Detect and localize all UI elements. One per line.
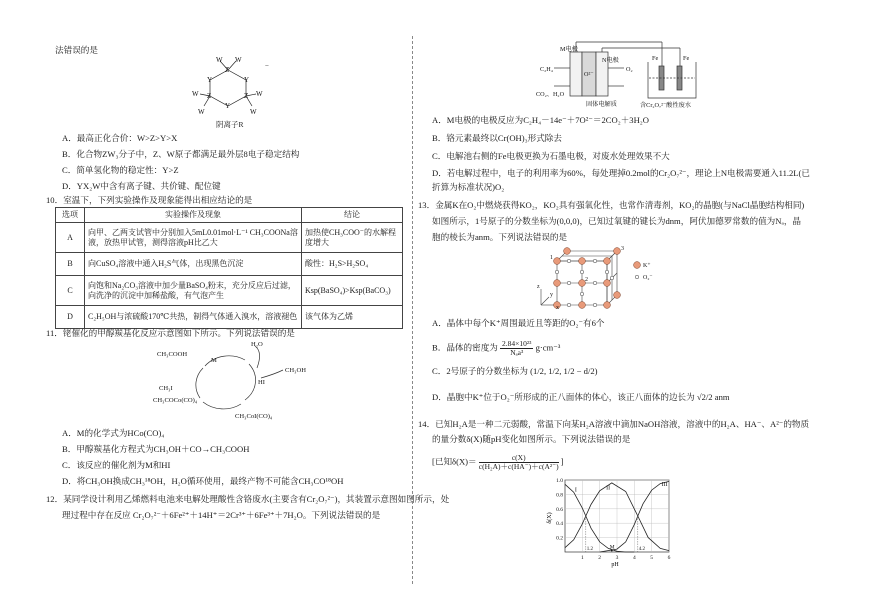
q10-stem: 10．室温下，下列实验操作及现象能得出相应结论的是	[46, 195, 253, 205]
option-c-coordinate: (1/2, 1/2, 1/2 − d/2)	[530, 366, 598, 376]
table-cell: D	[56, 306, 85, 329]
x-tick-label: 1	[580, 555, 584, 561]
y-tick-label: 0.6	[556, 506, 563, 513]
definition-denominator: c(H₂A)＋c(HA⁻)＋c(A²⁻)	[478, 462, 559, 472]
q13-line3: 胞的棱长为anm。下列说法错误的是	[432, 232, 568, 242]
q13-line2: 如图所示，1号原子的分数坐标为(0,0,0)，已知过氧键的键长为dnm，阿伏加德罗常数的值为Nₐ，晶	[432, 216, 802, 226]
option-d-fraction: √2/2	[696, 392, 713, 402]
table-cell: 该气体为乙烯	[302, 306, 403, 329]
table-header: 选项	[56, 208, 85, 223]
x-axis-label: pH	[611, 562, 619, 568]
option-b-suffix: g·cm⁻³	[535, 342, 561, 353]
density-fraction	[500, 340, 533, 358]
legend-k-label: K⁺	[643, 263, 651, 269]
species-ch3cooh: CH₃COOH	[157, 351, 188, 358]
axis-z-label: z	[537, 284, 540, 290]
electrolyte-label: 固体电解质	[586, 101, 617, 108]
q12-option-a: A．M电极的电极反应为C₂H₄－14e⁻＋7O²⁻＝2CO₂＋3H₂O	[432, 115, 649, 125]
svg-text:W: W	[256, 90, 263, 98]
fe-left-label: Fe	[652, 55, 659, 62]
table-cell: C₂H₅OH与浓硫酸170℃共热，制得气体通入溴水，溶液褪色	[85, 306, 302, 329]
q13-option-c	[432, 366, 598, 377]
svg-text:Z: Z	[207, 92, 212, 100]
definition-fraction	[479, 454, 559, 472]
atom-label-3: 3	[621, 246, 624, 252]
species-hi: HI	[258, 379, 265, 386]
right-column	[415, 0, 870, 615]
species-ch3oh: CH₃OH	[285, 367, 306, 374]
svg-text:W: W	[235, 56, 242, 64]
species-ch3i: CH₃I	[159, 385, 173, 392]
atom-label-1: 1	[550, 255, 553, 261]
option-d-suffix: anm	[714, 392, 730, 402]
y-tick-label: 0.2	[556, 535, 563, 542]
svg-text:Y: Y	[207, 76, 213, 84]
q9-option-c: C．简单氢化物的稳定性：Y>Z	[62, 165, 179, 175]
q9-tail: 法错误的是	[55, 45, 98, 55]
table-row	[56, 253, 403, 276]
q13-option-a: A．晶体中每个K⁺周围最近且等距的O₂⁻有6个	[432, 318, 605, 328]
table-cell: 向CuSO₄溶液中通入H₂S气体，出现黑色沉淀	[85, 253, 302, 276]
o2-label: O₂	[626, 66, 633, 73]
svg-text:Y: Y	[244, 76, 250, 84]
svg-text:W: W	[250, 108, 257, 116]
y-tick-label: 1.0	[556, 478, 563, 484]
column-divider	[412, 36, 413, 584]
species-acyl-complex: CH₃COCo(CO)₄	[153, 397, 198, 404]
table-row	[56, 276, 403, 306]
species-h2o: H₂O	[251, 341, 263, 348]
q13-line1: 13．金属K在O₂中燃烧获得KO₂，KO₂具有强氧化性，也常作清毒剂，KO₂的晶胞(与NaCl晶胞结构相同)	[418, 200, 805, 210]
x-tick-label: 6	[667, 555, 671, 561]
anion-structure-diagram	[180, 58, 280, 120]
q11-option-b: B．甲醇羰基化方程式为CH₃OH＋CO→CH₃COOH	[62, 444, 250, 454]
option-b-prefix: B．晶体的密度为	[432, 342, 498, 353]
svg-text:W: W	[192, 90, 199, 98]
n-electrode-label: N电极	[602, 57, 619, 64]
c2h4-label: C₂H₄	[540, 66, 553, 73]
table-header: 实验操作及现象	[85, 208, 302, 223]
svg-text:Z: Z	[244, 92, 249, 100]
series-I-label: I	[574, 487, 577, 494]
catalytic-cycle-diagram	[145, 338, 315, 420]
table-cell: 加热使CH₃COO⁻的水解程度增大	[302, 223, 403, 253]
y-tick-label: 0.8	[556, 492, 563, 499]
table-cell: 向饱和Na₂CO₃溶液中加少量BaSO₄粉末，充分反应后过滤，向洗净的沉淀中加稀盐酸，有气泡产生	[85, 276, 302, 306]
annotation-label: 4.2	[638, 547, 646, 552]
svg-text:−: −	[265, 62, 269, 70]
atom-label-2: 2	[585, 277, 588, 283]
x-tick-label: 5	[650, 555, 654, 561]
table-cell: A	[56, 223, 85, 253]
definition-numerator: c(X)	[479, 454, 559, 463]
option-d-prefix: D．晶胞中K⁺位于O₂⁻所形成的正八面体的体心，该正八面体的边长为	[432, 392, 695, 402]
x-tick-label: 3	[615, 555, 619, 561]
q12-option-c: C．电解池右侧的Fe电极更换为石墨电极，对废水处理效果不大	[432, 151, 670, 161]
q9-option-d: D．YX₂W中含有离子键、共价键、配位键	[62, 181, 221, 191]
co2-h2o-label: CO₂、H₂O	[536, 91, 565, 98]
svg-text:W: W	[216, 56, 223, 64]
q12-line1: 12．某同学设计利用乙烯燃料电池来电解处理酸性含铬废水(主要含有Cr₂O₇²⁻)，其装置示意图如图所示，处	[46, 494, 450, 504]
svg-text:W: W	[198, 108, 205, 116]
y-tick-label: 0.4	[556, 521, 563, 528]
density-denominator: Nₐa³	[510, 348, 524, 358]
point-m-label: M	[609, 544, 615, 551]
q14-line1: 14．已知H₂A是一种二元弱酸，常温下向某H₂A溶液中滴加NaOH溶液，溶液中的H₂A、HA⁻、A²⁻的物质	[418, 419, 810, 429]
table-cell: C	[56, 276, 85, 306]
table-cell: B	[56, 253, 85, 276]
q12-option-d: D．若电解过程中，电子的利用率为60%，每处理掉0.2mol的Cr₂O₇²⁻，理论上N电极需要通入11.2L(已	[432, 168, 811, 178]
fuel-cell-electrolysis-diagram	[536, 38, 710, 110]
series-III-label: III	[661, 481, 668, 488]
species-m: M	[211, 357, 217, 364]
species-distribution-chart	[545, 474, 677, 568]
q11-option-d: D．将CH₃OH换成CH₃¹⁸OH，H₂O循环使用，最终产物不可能含CH₃CO¹⁸OH	[62, 476, 344, 486]
q13-option-b	[432, 340, 560, 358]
q12-option-d-cont: 折算为标准状况)O₂	[432, 182, 505, 192]
o2-ion-label: O²⁻	[584, 71, 594, 78]
svg-text:Y: Y	[225, 102, 231, 110]
axis-y-label: y	[550, 292, 553, 298]
q11-option-c: C．该反应的催化剂为M和HI	[62, 460, 171, 470]
y-axis-label: δ(X)	[547, 512, 553, 524]
q11-option-a: A．M的化学式为HCo(CO)₄	[62, 428, 165, 438]
q12-option-b: B．铬元素最终以Cr(OH)₃形式除去	[432, 133, 562, 143]
series-II-label: II	[606, 485, 611, 492]
definition-prefix: [已知δ(X)＝	[432, 456, 477, 467]
q12-line2: 理过程中存在反应 Cr₂O₇²⁻＋6Fe²⁺＋14H⁺＝2Cr³⁺＋6Fe³⁺＋7H₂O。下列说法错误的是	[62, 510, 381, 520]
m-electrode-label: M电极	[560, 46, 578, 53]
species-methyl-complex: CH₃CoI(CO)₄	[235, 413, 273, 420]
table-cell: 酸性：H₂S>H₂SO₄	[302, 253, 403, 276]
option-c-prefix: C．2号原子的分数坐标为	[432, 366, 528, 376]
density-numerator: 2.84×10²³	[502, 339, 532, 348]
table-row	[56, 223, 403, 253]
q11-stem: 11．铑催化的甲醇羰基化反应示意图如下所示。下列说法错误的是	[46, 328, 295, 338]
axis-x-label: x	[556, 305, 559, 311]
annotation-label: 1.2	[586, 547, 594, 552]
fe-right-label: Fe	[683, 55, 690, 62]
crystal-cell-diagram	[537, 243, 687, 311]
table-row	[56, 306, 403, 329]
anion-label: 阴离子R	[216, 120, 244, 129]
table-cell: 向甲、乙两支试管中分别加入5mL0.01mol·L⁻¹ CH₃COONa溶液，放热甲试管，测得溶液pH比乙大	[85, 223, 302, 253]
x-tick-label: 4	[632, 555, 636, 561]
definition-suffix: ]	[560, 456, 564, 467]
x-tick-label: 2	[598, 555, 602, 561]
q14-definition	[432, 454, 564, 472]
table-cell: Ksp(BaSO₄)>Ksp(BaCO₃)	[302, 276, 403, 306]
legend-o2-label: O₂⁻	[643, 275, 653, 281]
q9-option-a: A．最高正化合价：W>Z>Y>X	[62, 133, 178, 143]
svg-text:Z: Z	[225, 66, 230, 74]
table-header: 结论	[302, 208, 403, 223]
wastewater-label: 含Cr₂O₇²⁻酸性废水	[640, 102, 692, 109]
q13-option-d	[432, 392, 730, 403]
q14-line2: 的量分数δ(X)随pH变化如图所示。下列说法错误的是	[432, 434, 631, 444]
q10-experiment-table	[55, 207, 403, 329]
q9-option-b: B．化合物ZW₃分子中，Z、W原子都满足最外层8电子稳定结构	[62, 149, 300, 159]
